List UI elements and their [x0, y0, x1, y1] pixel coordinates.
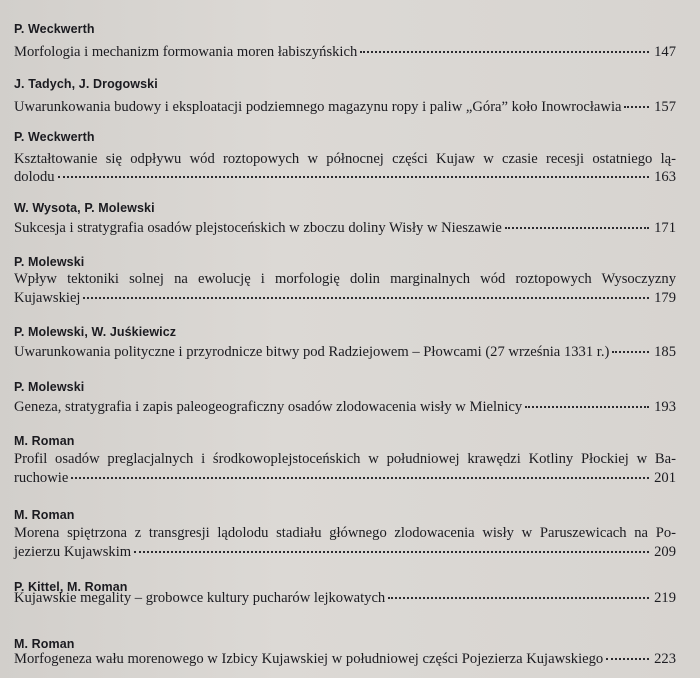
page-number: 219 — [654, 590, 676, 606]
page-number: 163 — [654, 169, 676, 185]
page-number: 223 — [654, 651, 676, 667]
entry-authors: M. Roman — [14, 508, 75, 522]
page-number: 193 — [654, 399, 676, 415]
entry-title: Morfogeneza wału morenowego w Izbicy Kujawskiej w południowej części Pojezierza Kujawskiego — [14, 651, 604, 667]
entry-title-line — [14, 150, 676, 168]
entry-title: Sukcesja i stratygrafia osadów plejstoceńskich w zboczu doliny Wisły w Nieszawie — [14, 220, 502, 236]
entry-authors: J. Tadych, J. Drogowski — [14, 77, 158, 91]
entry-title-line — [14, 524, 676, 542]
entry-title-line — [14, 469, 676, 487]
dot-leader — [83, 296, 649, 299]
entry-authors: P. Molewski — [14, 255, 85, 269]
dot-leader — [606, 657, 649, 660]
entry-title: Morfologia i mechanizm formowania moren łabiszyńskich — [14, 44, 358, 60]
page-number: 147 — [654, 44, 676, 60]
dot-leader — [525, 405, 649, 408]
entry-authors: P. Weckwerth — [14, 22, 95, 36]
entry-title-line — [14, 270, 676, 288]
entry-title-line — [14, 168, 676, 186]
entry-authors: P. Weckwerth — [14, 130, 95, 144]
entry-title-line — [14, 289, 676, 307]
dot-leader — [360, 50, 649, 53]
entry-title-continued: Kujawskiej — [14, 290, 81, 306]
page-number: 185 — [654, 344, 676, 360]
entry-title-line — [14, 450, 676, 468]
entry-authors: P. Molewski, W. Juśkiewicz — [14, 325, 177, 339]
entry-title: Kujawskie megality – grobowce kultury pucharów lejkowatych — [14, 590, 386, 606]
dot-leader — [71, 476, 649, 479]
dot-leader — [505, 226, 649, 229]
dot-leader — [388, 596, 649, 599]
page-number: 157 — [654, 99, 676, 115]
entry-authors: M. Roman — [14, 434, 75, 448]
entry-title-line — [14, 343, 676, 361]
page-number: 209 — [654, 544, 676, 560]
entry-authors: P. Molewski — [14, 380, 85, 394]
page-number: 179 — [654, 290, 676, 306]
page-number: 171 — [654, 220, 676, 236]
entry-authors: P. Kittel, M. Roman — [14, 580, 128, 594]
entry-authors: W. Wysota, P. Molewski — [14, 201, 155, 215]
dot-leader — [612, 350, 649, 353]
entry-title-continued: jezierzu Kujawskim — [14, 544, 132, 560]
dot-leader — [58, 175, 649, 178]
entry-title: Uwarunkowania budowy i eksploatacji podziemnego magazynu ropy i paliw „Góra” koło Inowrocławia — [14, 99, 622, 115]
entry-title: Morena spiętrzona z transgresji lądolodu stadiału głównego zlodowacenia wisły w Paruszewicach na Po- — [14, 525, 676, 541]
entry-title: Kształtowanie się odpływu wód roztopowych w północnej części Kujaw w czasie recesji ostatniego lą- — [14, 151, 676, 167]
entry-title: Uwarunkowania polityczne i przyrodnicze bitwy pod Radziejowem – Płowcami (27 września 1331 r.) — [14, 344, 610, 360]
entry-title-line — [14, 650, 676, 668]
entry-authors: M. Roman — [14, 637, 75, 651]
entry-title: Geneza, stratygrafia i zapis paleogeograficzny osadów zlodowacenia wisły w Mielnicy — [14, 399, 523, 415]
page-number: 201 — [654, 470, 676, 486]
entry-title: Profil osadów preglacjalnych i środkowoplejstoceńskich w południowej krawędzi Kotliny Płockiej w Ba- — [14, 451, 676, 467]
entry-title-line — [14, 98, 676, 116]
dot-leader — [624, 105, 649, 108]
entry-title-line — [14, 398, 676, 416]
entry-title-continued: dolodu — [14, 169, 55, 185]
entry-title-line — [14, 543, 676, 561]
dot-leader — [134, 550, 649, 553]
entry-title-line — [14, 43, 676, 61]
entry-title-continued: ruchowie — [14, 470, 69, 486]
entry-title-line — [14, 589, 676, 607]
entry-title-line — [14, 219, 676, 237]
entry-title: Wpływ tektoniki solnej na ewolucję i morfologię dolin marginalnych wód roztopowych Wysoczyzny — [14, 271, 676, 287]
